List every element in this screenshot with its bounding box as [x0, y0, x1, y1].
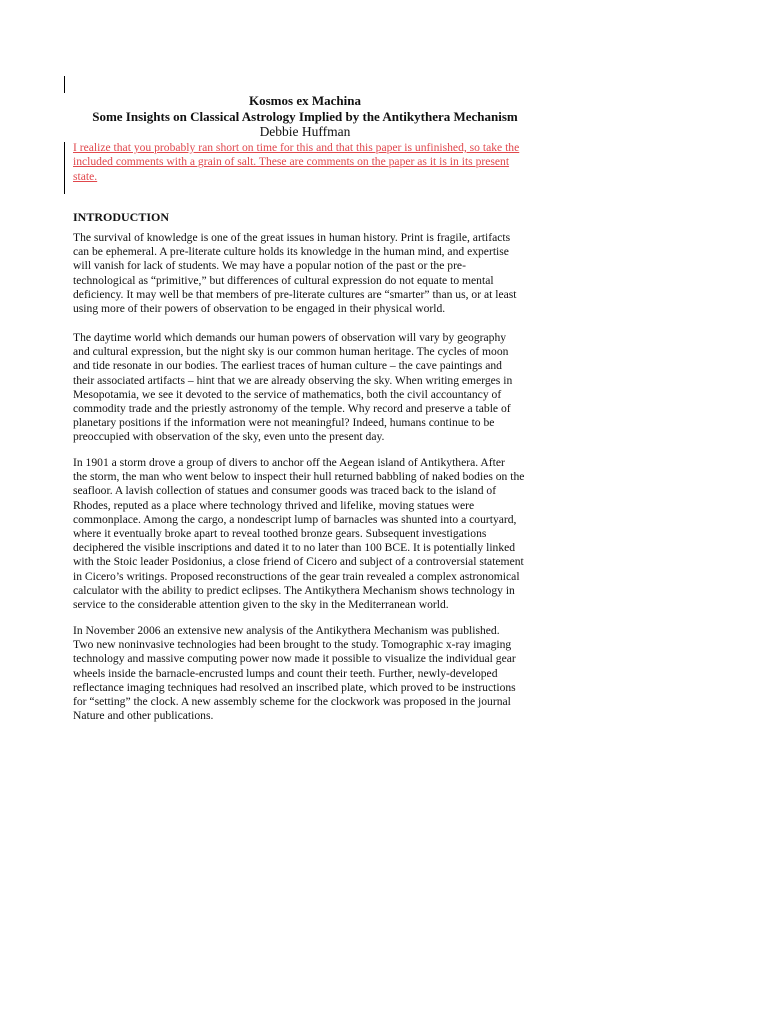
text-line: The daytime world which demands our human powers of observation will vary by geography: [73, 331, 507, 344]
comment-line: included comments with a grain of salt. These are comments on the paper as it is in its present: [73, 155, 510, 169]
paragraph-survival-of-knowledge: [73, 231, 548, 316]
text-line: commodity trade and the priestly astronomy of the temple. Why record and preserve a table of: [73, 402, 511, 416]
text-line: can be ephemeral. A pre-literate culture holds its knowledge in the human mind, and expertise: [73, 245, 509, 259]
revision-bar: [64, 142, 65, 194]
text-line: and tide resonate in our bodies. The earliest traces of human culture – the cave paintings and: [73, 359, 502, 373]
text-line: The survival of knowledge is one of the great issues in human history. Print is fragile, artifacts: [73, 231, 511, 244]
reviewer-comment: [73, 141, 543, 184]
text-line: deciphered the visible inscriptions and dated it to no later than 100 BCE. It is potentially linked: [73, 541, 516, 555]
text-line: seafloor. A lavish collection of statues and consumer goods was traced back to the island of: [73, 484, 497, 498]
text-line: in Cicero’s writings. Proposed reconstructions of the gear train revealed a complex astronomical: [73, 569, 520, 583]
text-line: service to the considerable attention given to the sky in the Mediterranean world.: [73, 598, 449, 612]
text-line: and cultural expression, but the night sky is our common human heritage. The cycles of moon: [73, 345, 509, 359]
text-line: In 1901 a storm drove a group of divers to anchor off the Aegean island of Antikythera. After: [73, 456, 505, 469]
paragraph-night-sky: [73, 331, 548, 445]
text-line: commonplace. Among the cargo, a nondescript lump of barnacles was shunted into a courtyard,: [73, 512, 517, 526]
text-cursor: [64, 76, 65, 93]
paragraph-2006-analysis: [73, 624, 548, 723]
text-line: wheels inside the barnacle-encrusted lumps and count their teeth. Further, newly-developed: [73, 666, 498, 680]
document-subtitle: Some Insights on Classical Astrology Implied by the Antikythera Mechanism: [92, 109, 518, 124]
text-line: with the Stoic leader Posidonius, a close friend of Cicero and subject of a controversial statement: [73, 555, 524, 569]
text-line: preoccupied with observation of the sky, even unto the present day.: [73, 430, 385, 444]
text-line: technological as “primitive,” but differences of cultural expression do not equate to mental: [73, 273, 494, 287]
text-line: for “setting” the clock. A new assembly scheme for the clockwork was proposed in the journal: [73, 695, 511, 709]
text-line: In November 2006 an extensive new analysis of the Antikythera Mechanism was published.: [73, 624, 500, 637]
text-line: planetary positions if the information were not meaningful? Indeed, humans continue to be: [73, 416, 495, 430]
text-line: using more of their powers of observation to be engaged in their physical world.: [73, 302, 446, 316]
text-line: their associated artifacts – hint that we are already observing the sky. When writing emerges in: [73, 373, 513, 387]
document-title: Kosmos ex Machina: [249, 93, 361, 108]
comment-line: state.: [73, 169, 98, 183]
text-line: Rhodes, reputed as a place where technology thrived and lifelike, moving statues were: [73, 498, 475, 512]
text-line: technology and massive computing power now made it possible to visualize the individual gear: [73, 652, 516, 666]
text-line: will vanish for lack of students. We may have a popular notion of the past or the pre-: [73, 259, 466, 273]
paragraph-1901-discovery: [73, 456, 548, 612]
author-name: Debbie Huffman: [259, 124, 351, 139]
comment-line: I realize that you probably ran short on time for this and that this paper is unfinished, so take the: [73, 141, 520, 154]
text-line: reflectance imaging techniques had resolved an inscribed plate, which proved to be instructions: [73, 680, 516, 694]
text-line: Mesopotamia, we see it devoted to the service of mathematics, both the civil accountancy of: [73, 387, 502, 401]
section-heading: INTRODUCTION: [73, 210, 170, 224]
text-line: calculator with the ability to predict eclipses. The Antikythera Mechanism shows technology in: [73, 583, 515, 597]
text-line: deficiency. It may well be that members of pre-literate cultures are “smarter” than us, or at least: [73, 287, 517, 301]
text-line: Two new noninvasive technologies had been brought to the study. Tomographic x-ray imaging: [73, 638, 512, 652]
text-line: Nature and other publications.: [73, 709, 214, 723]
text-line: the storm, the man who went below to inspect their hull returned babbling of naked bodies on the: [73, 470, 525, 484]
text-line: where it eventually broke apart to reveal toothed bronze gears. Subsequent investigations: [73, 527, 487, 541]
